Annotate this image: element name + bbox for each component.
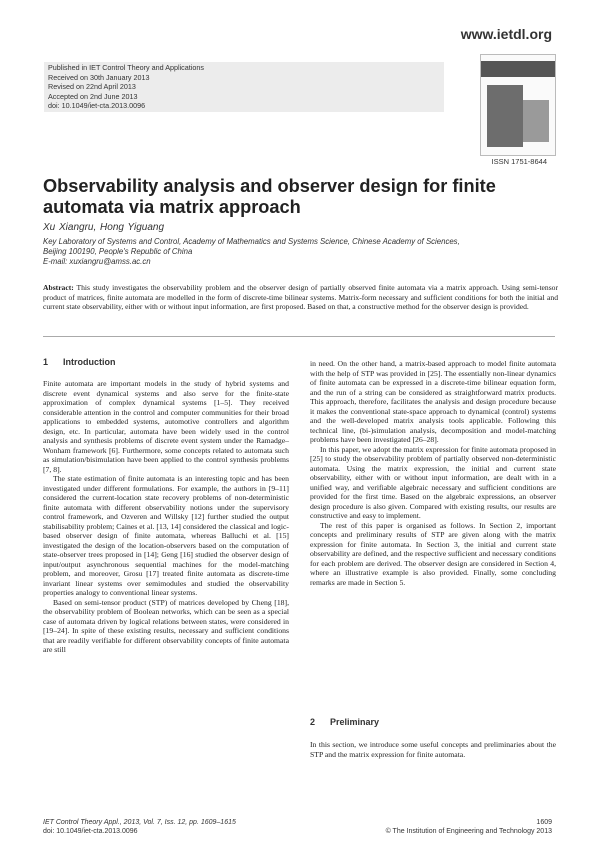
abstract-text: This study investigates the observability problem and the observer design of partially observed finite automata via a matrix approach. Using semi-tensor product of matrices, finite automata are modelled in the form of discrete-time bilinear systems. Matrix-form necessary and sufficient conditions for both the initial and current state observability, either with or without input information, are first proposed. Based on that, a constructive method for the observer design is provided. [43, 283, 559, 312]
affiliation-line: Beijing 100190, People's Republic of China [43, 247, 193, 256]
issn: ISSN 1751-8644 [491, 157, 547, 166]
paragraph: The state estimation of finite automata is an interesting topic and has been investigated under different formulations. For example, the authors in [9–11] considered the current-location state recovery problems of non-deterministic finite automata with different observability notions under the supervisory control framework, and Ozveren and Willsky [12] further studied the output stabilisability problem; Caines et al. [13, 14] considered the classical and logic-based observer design of finite automata, whereas Balluchi et al. [15] investigated the design of the location-observers based on the computation of state-observer trees proposed in [14]; Geng [16] studied the observer design of input/output asynchronous sequential machines for the model-matching problem, and moreover, Grosu [17] treated finite automata as discrete-time invariant linear systems over semimodules and studied the observability properties analogy to conventional linear systems. [43, 474, 289, 597]
paragraph: The rest of this paper is organised as follows. In Section 2, important concepts and preliminary results of STP are given along with the matrix expression for finite automata. In Section 3, the initial and current state observability are defined, and the respective sufficient and necessary conditions for each problem are derived. The observer design are considered in Section 4, where an illustrative example is also provided. Finally, some concluding remarks are made in Section 5. [310, 520, 556, 587]
abstract [43, 283, 558, 312]
author-email[interactable]: E-mail: xuxiangru@amss.ac.cn [43, 257, 151, 266]
publication-info [44, 62, 444, 112]
doi: doi: 10.1049/iet-cta.2013.0096 [48, 101, 146, 110]
abstract-label: Abstract: [43, 283, 74, 292]
divider [43, 336, 555, 337]
column-right-continued [310, 740, 556, 759]
paper-title: Observability analysis and observer design for finite automata via matrix approach [43, 176, 496, 217]
section-heading-introduction [43, 357, 116, 367]
paragraph: Based on semi-tensor product (STP) of matrices developed by Cheng [18], the observability problem of Boolean networks, which can be seen as a special case of automata driven by logical relations between states, were considered in [19–24]. In spite of these existing results, necessary and sufficient conditions that are readily verifiable for different observability concepts of finite automata are still [43, 597, 289, 654]
column-right [310, 359, 556, 587]
section-title: Introduction [63, 357, 116, 367]
footer-doi: doi: 10.1049/iet-cta.2013.0096 [43, 828, 138, 835]
journal-citation: IET Control Theory Appl., 2013, Vol. 7, Iss. 12, pp. 1609–1615 [43, 819, 236, 826]
section-heading-preliminary [310, 717, 379, 727]
authors: Xu Xiangru, Hong Yiguang [43, 222, 165, 233]
footer-left [43, 818, 236, 836]
affiliation-line: Key Laboratory of Systems and Control, Academy of Mathematics and Systems Science, Chinese Academy of Sciences, [43, 237, 460, 246]
journal-cover-image [480, 54, 556, 156]
revised-date: Revised on 22nd April 2013 [48, 82, 136, 91]
paragraph: Finite automata are important models in the study of hybrid systems and discrete event dynamical systems and also serve for the finite-state approximation of complex dynamical systems [1–5]. They received considerable attention in the control and computer communities for their broad applications to embedded systems, automotive controllers and algorithm design, etc. In particular, automata have been widely used in the control analysis and synthesis problems of discrete event system under the Ramadge–Wonham framework [6]. Furthermore, some concepts related to automata such as simulation/bisimulation have been applied to the control synthesis problems [7, 8]. [43, 379, 289, 474]
accepted-date: Accepted on 2nd June 2013 [48, 91, 138, 101]
paragraph: in need. On the other hand, a matrix-based approach to model finite automata with the help of STP was provided in [25]. The essentially non-linear dynamics of finite automata can be expressed in a discrete-time bilinear equation form, and the run of a string can be considered as straightforward matrix products. This approach, therefore, facilitates the analysis and design procedure because it makes the conventional state-space approach to dynamical (control) systems and the well-developed matrix analysis tools applicable. Following this technical line, (bi-)simulation analysis, decomposition and model-matching problems have been investigated [26–28]. [310, 359, 556, 444]
section-number: 1 [43, 357, 49, 367]
published-in: Published in IET Control Theory and Applications [48, 63, 204, 72]
paragraph: In this paper, we adopt the matrix expression for finite automata proposed in [25] to study the observability problem of partially observed non-deterministic automata. Using the matrix expression, the initial and current state observability, either with or without input information, are dealt with in a unified way, and verifiable algebraic necessary and sufficient conditions are provided for the first time. Based on the algebraic expressions, an observer design procedure is also given. Compared with existing results, our results are constructive and easy to implement. [310, 444, 556, 520]
column-left [43, 379, 289, 655]
paragraph: In this section, we introduce some useful concepts and preliminaries about the STP and the matrix expression for finite automata. [310, 740, 556, 759]
copyright: © The Institution of Engineering and Technology 2013 [385, 828, 552, 835]
affiliation [43, 237, 568, 267]
received-date: Received on 30th January 2013 [48, 72, 150, 82]
footer-right [386, 818, 552, 836]
page-number: 1609 [536, 819, 552, 826]
section-number: 2 [310, 717, 316, 727]
section-title: Preliminary [330, 717, 380, 727]
site-url[interactable]: www.ietdl.org [460, 26, 552, 42]
